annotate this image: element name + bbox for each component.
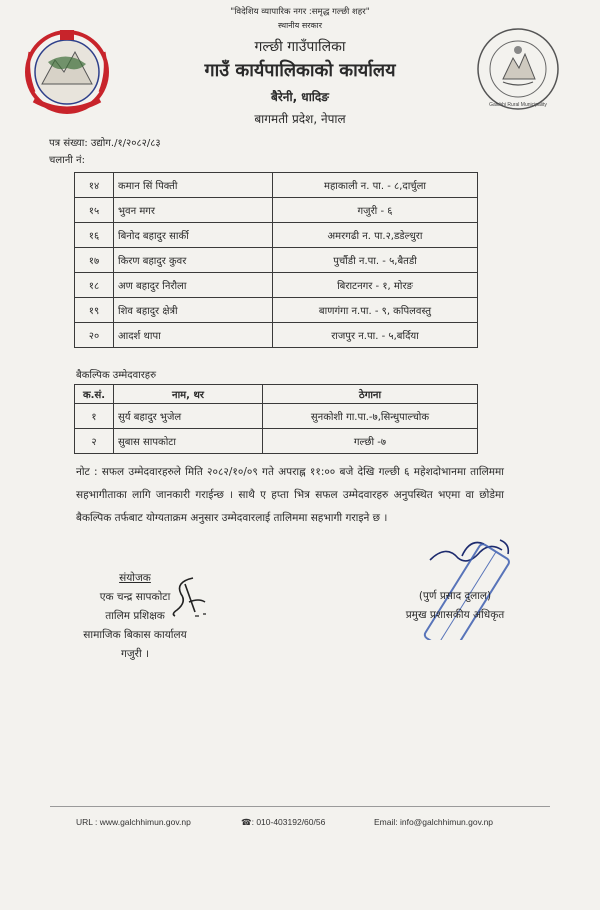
- coordinator-place: गजुरी ।: [120, 648, 150, 660]
- candidate-name: भुवन मगर: [114, 198, 273, 223]
- candidate-name: किरण बहादुर कुवर: [114, 248, 273, 273]
- table-row: [75, 198, 478, 223]
- alternate-candidates-table: [74, 384, 478, 454]
- row-number: १: [75, 404, 114, 429]
- candidate-address: बिराटनगर - १, मोरङ: [273, 273, 478, 298]
- header-address: ठेगाना: [263, 385, 478, 404]
- candidate-address: अमरगढी न. पा.२,डडेल्धुरा: [273, 223, 478, 248]
- table-row: [75, 223, 478, 248]
- municipality-name: गल्छी गाउँपालिका: [254, 39, 346, 55]
- row-number: २: [75, 429, 114, 454]
- note-paragraph: नोट : सफल उम्मेदवारहरुले मिति २०८२/१०/०९ गते अपराह्न ११:०० बजे देखि गल्छी ६ महेशदोभानमा तालिममा सहभागीताका लागि जानकारी गराईन्छ । साथै ए हप्ता भित्र सफल उम्मेदवारहरु अनुपस्थित भएमा वा छोडेमा बैकल्पिक तर्फबाट योग्यताक्रम अनुसार उम्मेदवारलाई तालिममा सहभागी गराइने छ ।: [76, 466, 504, 524]
- row-number: १४: [75, 173, 114, 198]
- candidate-name: कमान सिं पिक्ती: [114, 173, 273, 198]
- coordinator-name: एक चन्द्र सापकोटा: [99, 591, 171, 603]
- candidate-address: महाकाली न. पा. - ८,दार्चुला: [273, 173, 478, 198]
- row-number: २०: [75, 323, 114, 348]
- slogan: "विदेशिय व्यापारिक नगर :समृद्ध गल्छी शहर": [230, 7, 370, 17]
- province-address: बागमती प्रदेश, नेपाल: [254, 112, 346, 126]
- table-header-row: [75, 385, 478, 404]
- footer-phone-number: : 010-403192/60/56: [251, 817, 326, 827]
- candidate-name: सुर्य बहादुर भुजेल: [114, 404, 263, 429]
- candidate-address: पुर्चौडी न.पा. - ५,बैतडी: [273, 248, 478, 273]
- candidate-address: राजपुर न.पा. - ५,बर्दिया: [273, 323, 478, 348]
- officer-role: प्रमुख प्रशासकीय अधिकृत: [405, 609, 505, 621]
- coordinator-title: संयोजक: [119, 572, 151, 584]
- phone-icon: ☎: [241, 817, 252, 827]
- coordinator-signature-scribble: [165, 572, 215, 620]
- row-number: १७: [75, 248, 114, 273]
- candidate-address: सुनकोशी गा.पा.-७,सिन्धुपाल्चोक: [263, 404, 478, 429]
- candidate-address: गजुरी - ६: [273, 198, 478, 223]
- footer-url: URL : www.galchhimun.gov.np: [76, 817, 191, 827]
- officer-name: (पुर्ण प्रसाद दुलाल): [418, 590, 492, 602]
- candidate-name: अण बहादुर निरौला: [114, 273, 273, 298]
- candidate-address: बाणगंगा न.पा. - ९, कपिलवस्तु: [273, 298, 478, 323]
- footer-email: Email: info@galchhimun.gov.np: [374, 817, 494, 827]
- table-row: [75, 248, 478, 273]
- row-number: १६: [75, 223, 114, 248]
- local-government-label: स्थानीय सरकार: [278, 21, 322, 30]
- dispatch-number: चलानी नं:: [49, 155, 85, 166]
- row-number: १५: [75, 198, 114, 223]
- candidate-name: सुबास सापकोटा: [114, 429, 263, 454]
- header-name: नाम, थर: [114, 385, 263, 404]
- footer-phone: [241, 817, 325, 828]
- candidate-name: आदर्श थापा: [114, 323, 273, 348]
- office-name: गाउँ कार्यपालिकाको कार्यालय: [204, 60, 396, 81]
- selected-candidates-table: [74, 172, 478, 348]
- table-row: [75, 404, 478, 429]
- table-row: [75, 323, 478, 348]
- footer-divider: [50, 806, 550, 807]
- row-number: १९: [75, 298, 114, 323]
- logo-caption: Galchhi Rural Municipality: [489, 102, 547, 108]
- alternate-candidates-heading: बैकल्पिक उम्मेदवारहरु: [76, 370, 157, 381]
- table-row: [75, 429, 478, 454]
- candidate-address: गल्छी -७: [263, 429, 478, 454]
- table-row: [75, 173, 478, 198]
- table-row: [75, 298, 478, 323]
- coordinator-office: सामाजिक बिकास कार्यालय: [83, 629, 187, 641]
- district-address: बैरेनी, धादिङ: [271, 90, 329, 104]
- header-serial: क.सं.: [75, 385, 114, 404]
- candidate-name: शिव बहादुर क्षेत्री: [114, 298, 273, 323]
- coordinator-role: तालिम प्रशिक्षक: [105, 610, 165, 622]
- reference-number: पत्र संख्या: उद्योग./१/२०८२/८३: [49, 138, 161, 149]
- candidate-name: बिनोद बहादुर सार्की: [114, 223, 273, 248]
- row-number: १८: [75, 273, 114, 298]
- table-row: [75, 273, 478, 298]
- officer-signature-block: [380, 587, 530, 625]
